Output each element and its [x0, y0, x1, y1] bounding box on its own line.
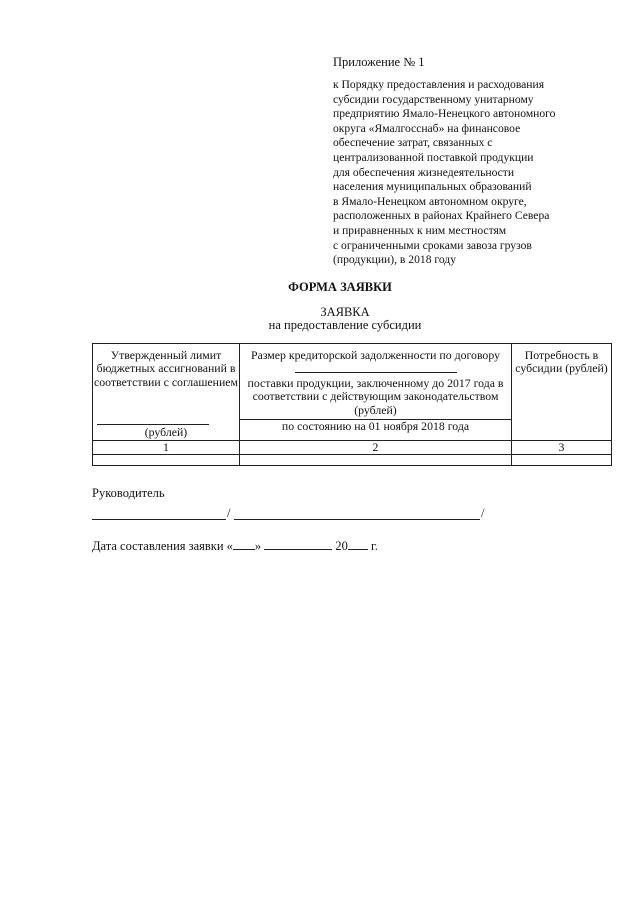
appendix-line: централизованной поставкой продукции [333, 150, 534, 164]
appendix-text [333, 78, 623, 268]
header-debt-line1: Размер кредиторской задолженности по договору [251, 348, 500, 362]
appendix-line: округа «Ямалгосснаб» на финансовое [333, 121, 521, 135]
signature-line[interactable] [92, 519, 226, 520]
date-year-blank[interactable] [348, 538, 368, 550]
appendix-line: с ограниченными сроками завоза грузов [333, 238, 532, 252]
signature-slash-end: / [481, 506, 485, 520]
appendix-line: (продукции), в 2018 году [333, 253, 457, 267]
data-cell-need[interactable] [512, 455, 612, 466]
table-number-row [93, 441, 612, 455]
contract-blank-line [295, 362, 457, 373]
appendix-line: обеспечение затрат, связанных с [333, 136, 493, 150]
appendix-line: субсидии государственному унитарному [333, 92, 534, 106]
table-header-row [93, 344, 612, 441]
appendix-line: предприятию Ямало-Ненецкого автономного [333, 107, 556, 121]
form-title: ФОРМА ЗАЯВКИ [288, 280, 392, 294]
date-close-quote: » [254, 539, 262, 553]
signature-slash: / [227, 506, 231, 520]
column-number-2: 2 [240, 441, 512, 455]
appendix-line: для обеспечения жизнедеятельности [333, 165, 515, 179]
date-year-prefix: 20 [335, 539, 348, 553]
subsidy-table [92, 343, 612, 466]
appendix-title: Приложение № 1 [333, 55, 425, 69]
appendix-line: и приравненных к ним местностям [333, 223, 507, 237]
appendix-line: расположенных в районах Крайнего Севера [333, 209, 550, 223]
data-cell-debt[interactable] [240, 455, 512, 466]
application-title: ЗАЯВКА [320, 305, 370, 319]
header-debt-line2: поставки продукции, заключенному до 2017 года в соответствии с действующим законодательством (рублей) [247, 375, 504, 417]
appendix-line: к Порядку предоставления и расходования [333, 78, 545, 91]
header-cell-need [512, 344, 612, 441]
header-cell-debt [240, 344, 512, 441]
date-suffix: г. [371, 539, 378, 553]
date-label: Дата составления заявки « [92, 539, 233, 553]
header-need-text: Потребность в субсидии (рублей) [515, 348, 608, 376]
column-number-1: 1 [93, 441, 240, 455]
name-line[interactable] [234, 519, 480, 520]
application-subtitle: на предоставление субсидии [268, 318, 422, 332]
column-number-3: 3 [512, 441, 612, 455]
header-limit-text: Утвержденный лимит бюджетных ассигнований в соответствии с соглашением [94, 348, 238, 389]
appendix-line: в Ямало-Ненецком автономном округе, [333, 194, 527, 208]
data-cell-limit[interactable] [93, 455, 240, 466]
header-debt-line3: по состоянию на 01 ноября 2018 года [281, 419, 470, 434]
appendix-line: населения муниципальных образований [333, 180, 532, 194]
header-cell-limit [93, 344, 240, 441]
date-day-blank[interactable] [233, 538, 255, 550]
table-row [93, 455, 612, 466]
date-month-blank[interactable] [264, 538, 332, 550]
head-label: Руководитель [92, 486, 165, 500]
header-limit-unit: (рублей) [144, 424, 188, 439]
date-row [92, 538, 378, 554]
